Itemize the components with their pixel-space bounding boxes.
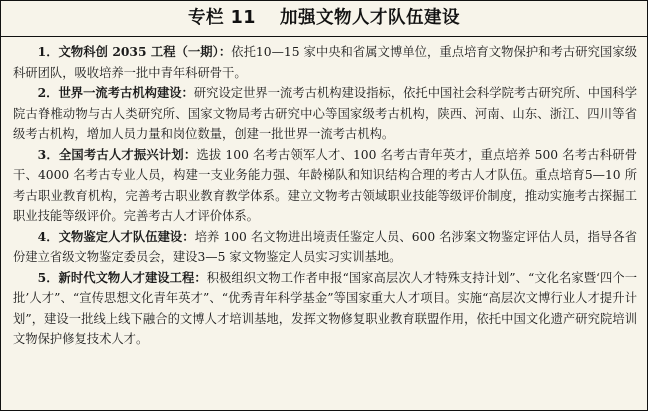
item-4	[13, 227, 637, 268]
column-body	[13, 42, 637, 350]
item-4-lead: 4．文物鉴定人才队伍建设：	[37, 228, 195, 244]
item-1-text: 依托10—15 家中央和省属文博单位，重点培育文物保护和考古研究国家级科研团队，吸收培养一批中青年科研骨干。	[13, 45, 637, 80]
item-4-text: 培养 100 名文物进出境责任鉴定人员、600 名涉案文物鉴定评估人员，指导各省份建立省级文物鉴定委员会，建设3—5 家文物鉴定人员实习实训基地。	[13, 229, 638, 264]
column-title: 加强文物人才队伍建设	[279, 8, 460, 28]
item-2-text: 研究设定世界一流考古机构建设指标，依托中国社会科学院考古研究所、中国科学院古脊椎动物与古人类研究所、国家文物局考古研究中心等国家级考古机构，陕西、河南、山东、浙江、四川等省级考古机构，增加人员力量和岗位数量，创建一批世界一流考古机构。	[13, 86, 637, 141]
item-5-text: 积极组织文物工作者申报“国家高层次人才特殊支持计划”、“文化名家暨‘四个一批’人才”、“宣传思想文化青年英才”、“优秀青年科学基金”等国家重大人才项目。实施“高层次文博行业人才提升计划”，建设一批线上线下融合的文博人才培训基地，发挥文物修复职业教育联盟作用，依托中国文化遗产研究院培训文物保护修复技术人才。	[13, 270, 637, 346]
item-5-lead: 5．新时代文物人才建设工程：	[37, 269, 207, 285]
item-3-text: 选拔 100 名考古领军人才、100 名考古青年英才，重点培养 500 名考古科研骨干、4000 名考古专业人员，构建一支业务能力强、年龄梯队和知识结构合理的考古人才队伍。重点培育5—10 所考古职业教育机构，完善考古职业教育教学体系。建立文物考古领域职业技能等级评价制度，推动实施考古探掘工职业技能等级评价。完善考古人才评价体系。	[13, 147, 637, 223]
item-5	[13, 268, 637, 350]
item-2-lead: 2．世界一流考古机构建设：	[37, 85, 194, 100]
column-number: 专栏 11	[188, 8, 256, 28]
item-1	[13, 42, 637, 83]
item-1-lead: 1．文物科创 2035 工程（一期）：	[37, 44, 232, 59]
item-3-lead: 3．全国考古人才振兴计划：	[37, 146, 197, 162]
column-header	[1, 1, 647, 37]
item-2	[13, 83, 637, 145]
item-3	[13, 145, 637, 227]
